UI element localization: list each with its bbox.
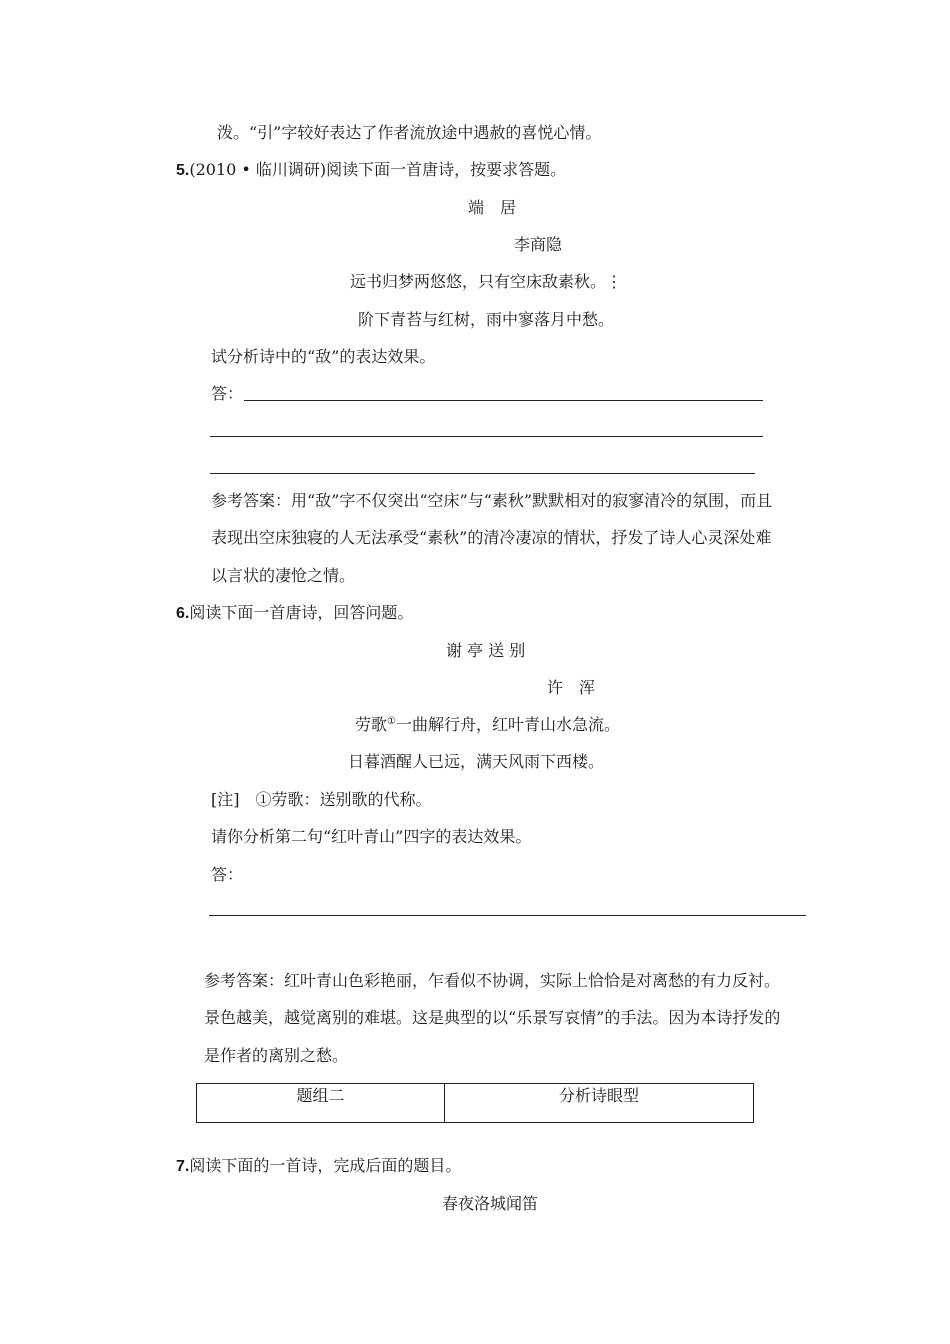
answer-line[interactable] [244, 400, 763, 401]
reference-answer-line-2: 景色越美，越觉离别的难堪。这是典型的以“乐景写哀情”的手法。因为本诗抒发的 [204, 1008, 781, 1027]
reference-answer-line-3: 以言状的凄怆之情。 [211, 566, 356, 585]
poem-line-2: 阶下青苔与红树，雨中寥落月中愁。 [358, 310, 615, 329]
question-text: 请你分析第二句“红叶青山”四字的表达效果。 [211, 827, 532, 846]
poem-line-1-end: 一曲解行舟，红叶青山水急流。 [395, 715, 620, 734]
question-number: 7. [176, 1158, 190, 1175]
question-number: 5. [176, 162, 190, 179]
reference-answer-line-2: 表现出空床独寝的人无法承受“素秋”的清冷凄凉的情状，抒发了诗人心灵深处难 [211, 528, 772, 547]
poem-line-1: 远书归梦两悠悠，只有空床敌素秋。⋮ [350, 272, 623, 291]
group-header-table [196, 1083, 754, 1123]
poem-line-1 [355, 715, 620, 735]
reference-answer-line-1: 参考答案：红叶青山色彩艳丽，乍看似不协调，实际上恰恰是对离愁的有力反衬。 [204, 971, 781, 990]
question-prompt: (2010 • 临川调研)阅读下面一首唐诗，按要求答题。 [189, 160, 567, 179]
footnote: [注] ①劳歌：送别歌的代称。 [211, 790, 432, 809]
question-text: 试分析诗中的“敌”的表达效果。 [211, 347, 436, 366]
answer-label: 答： [211, 865, 244, 884]
answer-line[interactable] [209, 915, 806, 916]
question-number: 6. [176, 605, 190, 622]
poem-title: 端 居 [468, 198, 517, 217]
answer-line[interactable] [210, 473, 755, 474]
answer-label: 答： [211, 384, 244, 403]
footnote-marker: ① [387, 716, 396, 727]
poem-title: 谢 亭 送 别 [446, 641, 526, 660]
q4-answer-tail: 泼。“引”字较好表达了作者流放途中遇赦的喜悦心情。 [217, 123, 602, 142]
poem-line-1-start: 劳歌 [355, 715, 388, 734]
question-prompt: 阅读下面一首唐诗，回答问题。 [189, 603, 414, 622]
question-prompt: 阅读下面的一首诗，完成后面的题目。 [189, 1156, 462, 1175]
group-label: 题组二 [197, 1084, 445, 1123]
reference-answer-line-1: 参考答案：用“敌”字不仅突出“空床”与“素秋”默默相对的寂寥清冷的氛围，而且 [211, 491, 773, 510]
reference-answer-line-3: 是作者的离别之愁。 [204, 1046, 349, 1065]
question-7 [176, 1156, 461, 1177]
poem-line-2: 日暮酒醒人已远，满天风雨下西楼。 [348, 752, 605, 771]
question-5 [176, 160, 566, 181]
group-type: 分析诗眼型 [445, 1084, 754, 1123]
poem-author: 许 浑 [547, 678, 596, 697]
answer-line[interactable] [210, 436, 763, 437]
question-6 [176, 603, 413, 624]
poem-title: 春夜洛城闻笛 [442, 1194, 539, 1213]
poem-author: 李商隐 [514, 235, 563, 254]
